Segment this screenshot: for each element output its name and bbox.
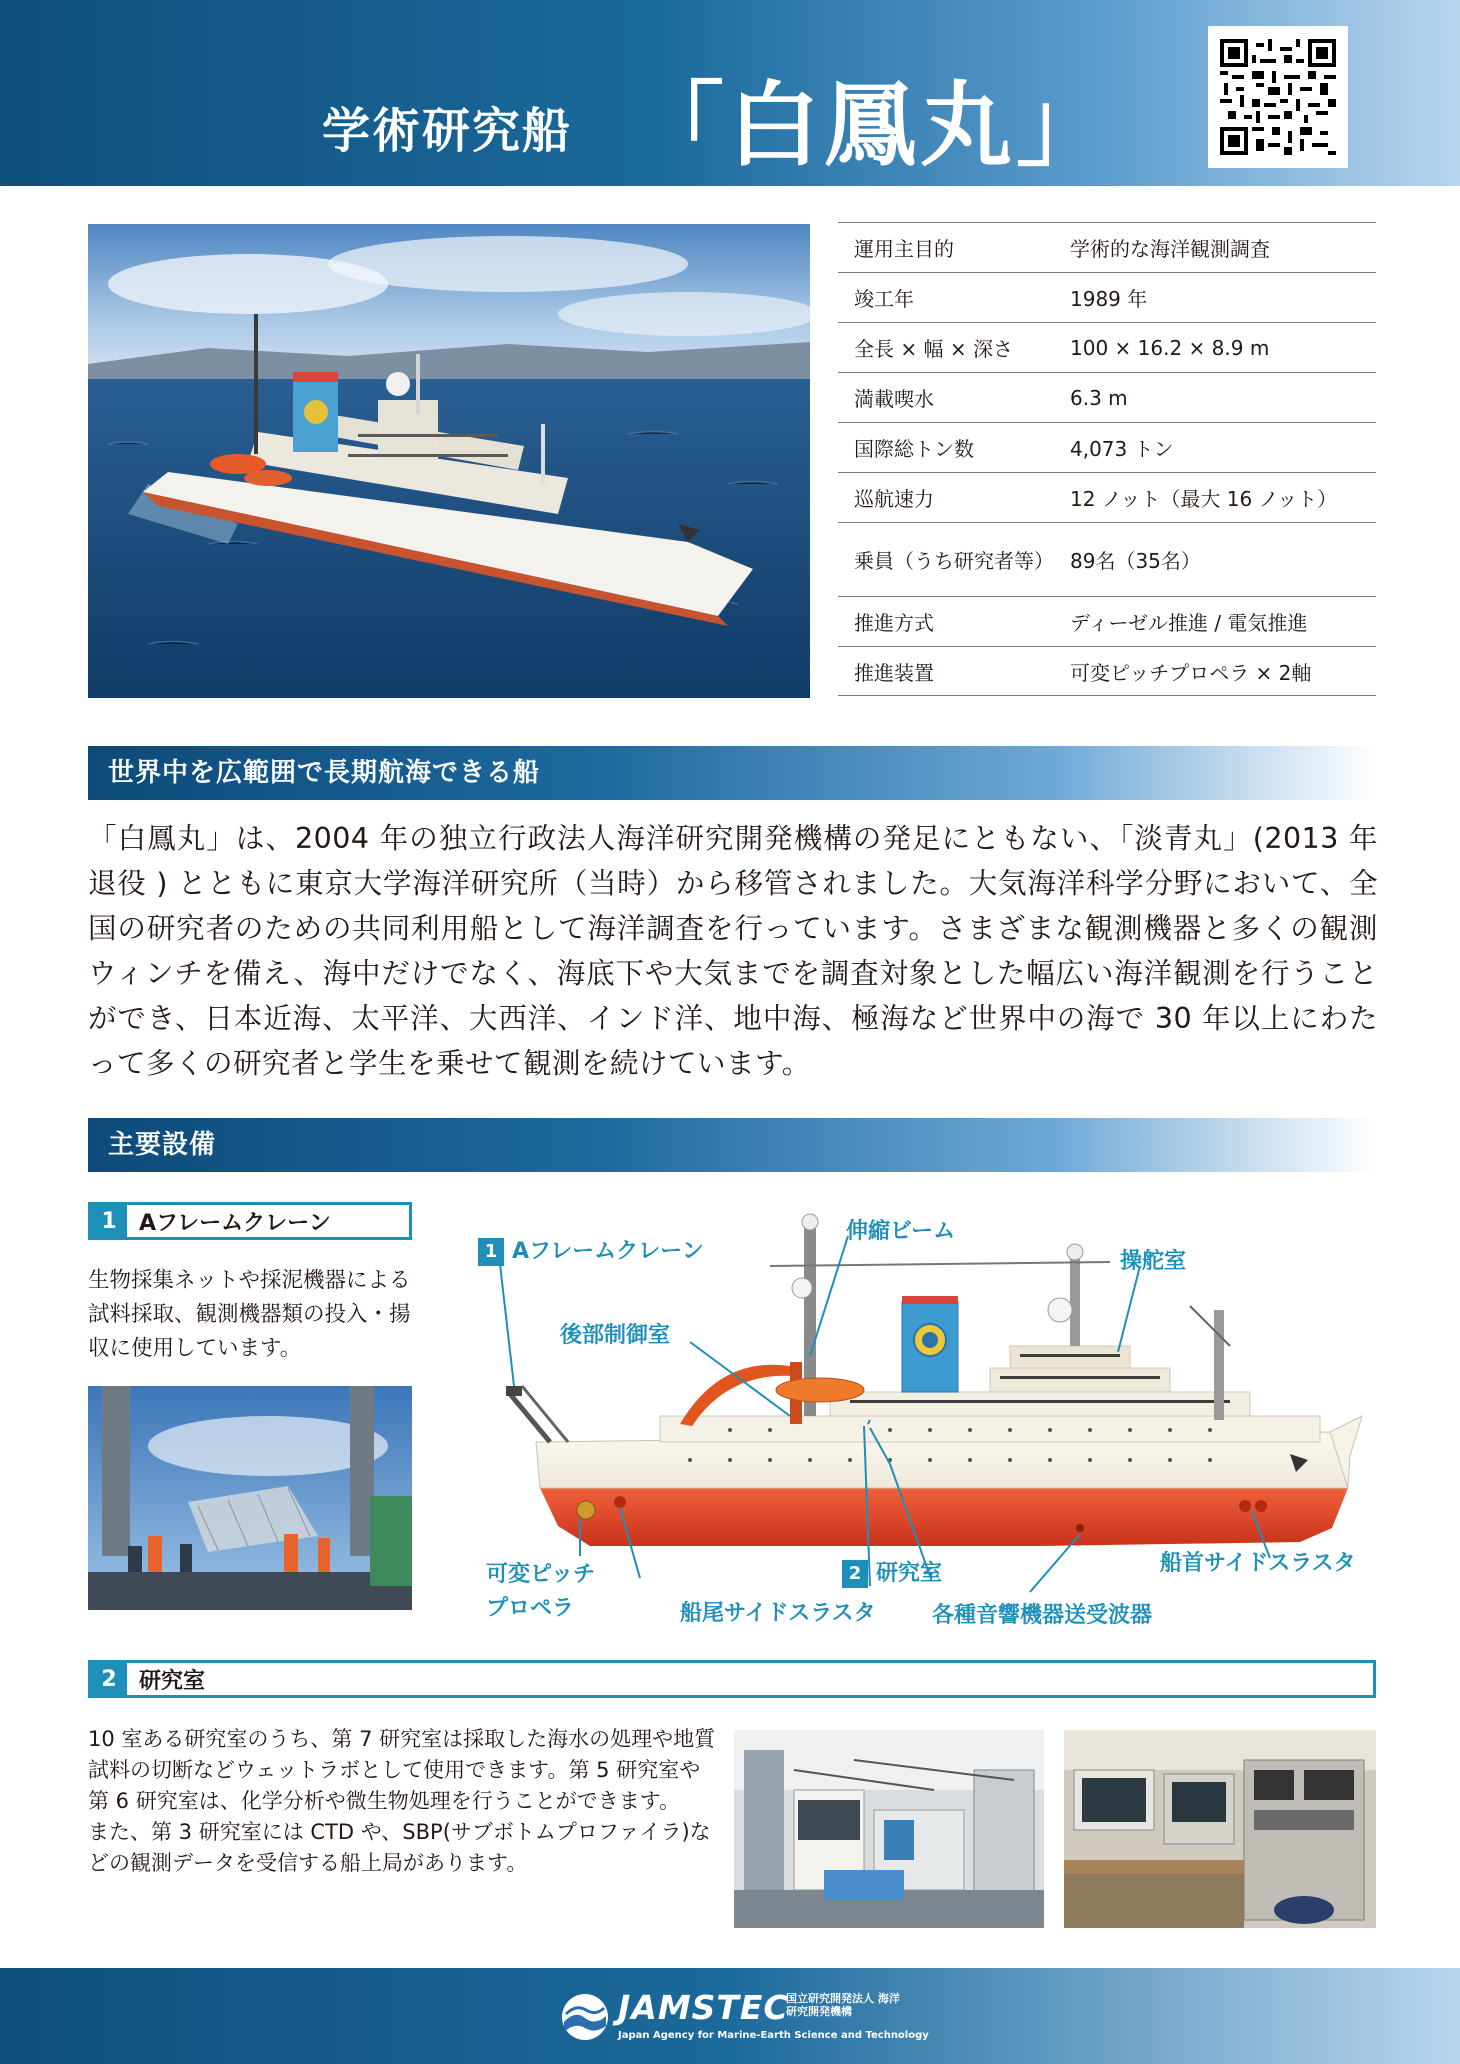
spec-row — [838, 522, 1376, 596]
spec-value: 100 × 16.2 × 8.9 m — [1070, 335, 1270, 360]
spec-table — [838, 222, 1376, 696]
subhead-lab — [88, 1660, 1376, 1698]
crane-description: 生物採集ネットや採泥機器による試料採取、観測機器類の投入・揚収に使用しています。 — [88, 1268, 411, 1361]
callout-bridge: 操舵室 — [1120, 1249, 1187, 1274]
spec-label: 推進方式 — [854, 611, 934, 635]
subhead-number: 2 — [91, 1663, 127, 1695]
jamstec-logo[interactable] — [560, 1984, 929, 2050]
subhead-crane — [88, 1202, 412, 1240]
callout-label: Aフレームクレーン — [512, 1239, 704, 1264]
spec-value: 6.3 m — [1070, 385, 1128, 410]
spec-row — [838, 272, 1376, 322]
qr-code[interactable] — [1208, 26, 1348, 168]
spec-row — [838, 372, 1376, 422]
spec-row — [838, 596, 1376, 646]
spec-row — [838, 472, 1376, 522]
spec-row — [838, 222, 1376, 272]
spec-row — [838, 646, 1376, 696]
spec-value: ディーゼル推進 / 電気推進 — [1070, 611, 1308, 635]
spec-label: 推進装置 — [854, 660, 934, 685]
spec-value: 1989 年 — [1070, 287, 1148, 311]
callout-aft-control: 後部制御室 — [560, 1323, 671, 1348]
lab-photo-2 — [1064, 1730, 1376, 1928]
org-name-en: Japan Agency for Marine-Earth Science and Technology — [618, 2030, 929, 2041]
jamstec-emblem-icon — [560, 1992, 610, 2042]
org-name-jp: 国立研究開発法人 海洋研究開発機構 — [786, 1992, 900, 2018]
subhead-number: 1 — [91, 1205, 127, 1237]
callout-propeller: 可変ピッチ プロペラ — [486, 1562, 596, 1621]
callout-label: 研究室 — [876, 1561, 943, 1586]
section-title-voyage: 世界中を広範囲で長期航海できる船 — [88, 746, 1376, 800]
footer-banner — [0, 1968, 1460, 2064]
subhead-label: 研究室 — [139, 1668, 206, 1694]
callout-boom: 伸縮ビーム — [846, 1219, 956, 1244]
spec-label: 運用主目的 — [854, 237, 954, 261]
spec-value: 可変ピッチプロペラ × 2軸 — [1070, 660, 1312, 685]
title-main: 学術研究船 — [322, 103, 573, 159]
callout-stern-thruster: 船尾サイドスラスタ — [680, 1601, 876, 1626]
section-title-equipment: 主要設備 — [88, 1118, 1376, 1172]
spec-label: 巡航速力 — [854, 487, 934, 511]
spec-label: 乗員（うち研究者等） — [854, 549, 1054, 573]
callout-number: 1 — [478, 1238, 504, 1266]
callout-sonar: 各種音響機器送受波器 — [932, 1603, 1153, 1628]
subhead-label: Aフレームクレーン — [139, 1210, 331, 1236]
spec-row — [838, 322, 1376, 372]
crane-photo — [88, 1386, 412, 1610]
spec-label: 全長 × 幅 × 深さ — [854, 337, 1013, 361]
spec-value: 4,073 トン — [1070, 437, 1174, 461]
lab-photo-1 — [734, 1730, 1044, 1928]
callout-bow-thruster: 船首サイドスラスタ — [1160, 1551, 1356, 1576]
spec-value: 12 ノット（最大 16 ノット） — [1070, 487, 1338, 511]
spec-row — [838, 422, 1376, 472]
ship-diagram — [470, 1206, 1390, 1646]
callout-number: 2 — [842, 1560, 868, 1588]
callout-crane — [478, 1234, 704, 1266]
spec-value: 89名（35名） — [1070, 549, 1201, 573]
spec-label: 竣工年 — [854, 287, 914, 311]
ship-name-title: 「白鳳丸」 — [632, 72, 1113, 179]
intro-paragraph: 「白鳳丸」は、2004 年の独立行政法人海洋研究開発機構の発足にともない、「淡青丸」(2013 年退役 ) とともに東京大学海洋研究所（当時）から移管されました。大気海洋科学分野において、全国の研究者のための共同利用船として海洋調査を行っています。さまざまな観測機器と多くの観測ウィンチを備え、海中だけでなく、海底下や大気までを調査対象とした幅広い海洋観測を行うことができ、日本近海、太平洋、大西洋、インド洋、地中海、極海など世界中の海で 30 年以上にわたって多くの研究者と学生を乗せて観測を続けています。 — [88, 822, 1378, 1080]
qr-code-icon — [1220, 38, 1336, 156]
spec-label: 国際総トン数 — [854, 437, 974, 461]
lab-description: 10 室ある研究室のうち、第 7 研究室は採取した海水の処理や地質試料の切断などウェットラボとして使用できます。第 5 研究室や第 6 研究室は、化学分析や微生物処理を行うことができます。 また、第 3 研究室には CTD や、SBP(サブボトムプロファイラ)などの観測データを受信する船上局があります。 — [88, 1727, 716, 1875]
callout-lab — [842, 1556, 942, 1588]
spec-value: 学術的な海洋観測調査 — [1070, 237, 1270, 261]
spec-label: 満載喫水 — [854, 387, 934, 411]
header-banner — [0, 0, 1460, 186]
brand-name: JAMSTEC — [618, 1988, 789, 2027]
ship-photo — [88, 224, 810, 698]
